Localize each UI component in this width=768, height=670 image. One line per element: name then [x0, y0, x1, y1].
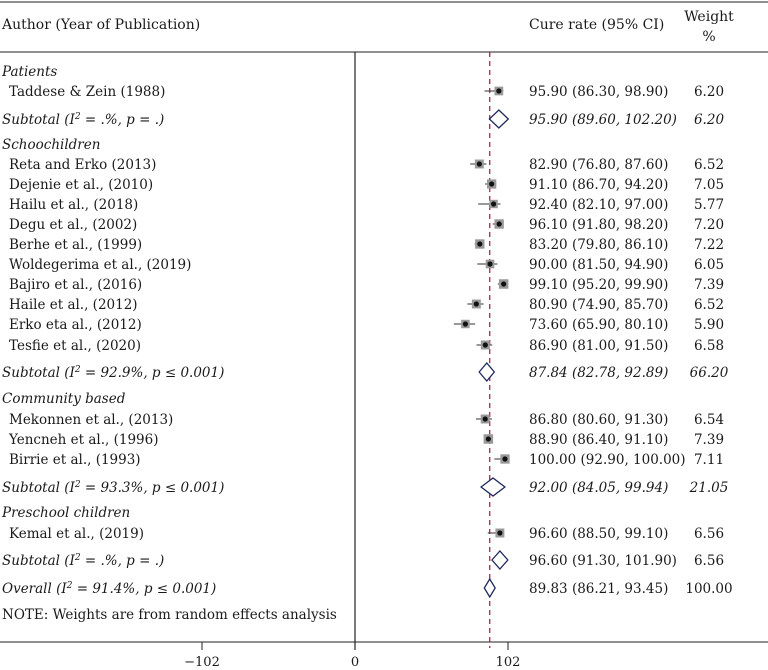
- subtotal-weight: 6.56: [693, 553, 725, 569]
- subtotal-label: Subtotal ($I^2$ = .%, p = .): [2, 112, 165, 128]
- study-point: [463, 321, 468, 326]
- group-label: Community based: [2, 391, 126, 407]
- study-weight: 6.54: [693, 412, 725, 428]
- study-label: Haile et al., (2012): [9, 297, 138, 313]
- study-ci-text: 96.60 (88.50, 99.10): [529, 526, 669, 542]
- subtotal-weight: 6.20: [693, 112, 725, 128]
- study-point: [491, 201, 496, 206]
- study-point: [486, 436, 491, 441]
- study-weight: 7.22: [693, 237, 725, 253]
- study-point: [502, 456, 507, 461]
- subtotal-ci-text: 96.60 (91.30, 101.90): [529, 553, 677, 569]
- x-tick-label: −102: [184, 655, 220, 670]
- study-label: Woldegerima et al., (2019): [9, 257, 192, 273]
- subtotal-diamond: [481, 478, 505, 496]
- subtotal-label: Subtotal ($I^2 = 93.3\%$, p ≤ 0.001): [2, 480, 225, 496]
- study-ci-text: 80.90 (74.90, 85.70): [529, 297, 669, 313]
- header-weight: Weight: [684, 9, 734, 25]
- study-label: Dejenie et al., (2010): [9, 177, 154, 193]
- study-label: Birrie et al., (1993): [9, 452, 141, 468]
- subtotal-ci-text: 92.00 (84.05, 99.94): [529, 480, 669, 496]
- study-weight: 7.05: [693, 177, 725, 193]
- study-ci-text: 96.10 (91.80, 98.20): [529, 217, 669, 233]
- study-label: Hailu et al., (2018): [9, 197, 139, 213]
- group-label: Preschool children: [2, 505, 131, 521]
- study-label: Degu et al., (2002): [9, 217, 138, 233]
- study-weight: 6.58: [693, 338, 725, 354]
- note: NOTE: Weights are from random effects analysis: [2, 607, 337, 623]
- study-weight: 5.77: [693, 197, 725, 213]
- subtotal-diamond: [479, 363, 494, 381]
- study-ci-text: 91.10 (86.70, 94.20): [529, 177, 669, 193]
- study-point: [483, 342, 488, 347]
- overall-weight: 100.00: [685, 581, 733, 597]
- header-weight-unit: %: [702, 29, 716, 45]
- study-point: [487, 261, 492, 266]
- study-label: Erko eta al., (2012): [9, 317, 142, 333]
- study-point: [496, 88, 501, 93]
- overall-label: Overall ($I^2 = 91.4\%$, p ≤ 0.001): [2, 581, 217, 597]
- study-label: Tesfie et al., (2020): [9, 338, 141, 354]
- study-ci-text: 95.90 (86.30, 98.90): [529, 84, 669, 100]
- study-point: [497, 221, 502, 226]
- study-ci-text: 92.40 (82.10, 97.00): [529, 197, 669, 213]
- subtotal-weight: 66.20: [689, 365, 729, 381]
- study-ci-text: 86.90 (81.00, 91.50): [529, 338, 669, 354]
- header-effect: Cure rate (95% CI): [529, 17, 665, 33]
- subtotal-diamond: [489, 110, 508, 128]
- study-ci-text: 86.80 (80.60, 91.30): [529, 412, 669, 428]
- study-point: [483, 416, 488, 421]
- study-point: [489, 181, 494, 186]
- subtotal-label: Subtotal ($I^2$ = .%, p = .): [2, 553, 165, 569]
- subtotal-diamond: [492, 551, 508, 569]
- study-ci-text: 83.20 (79.80, 86.10): [529, 237, 669, 253]
- study-label: Bajiro et al., (2016): [9, 277, 143, 293]
- study-label: Yencneh et al., (1996): [9, 432, 159, 448]
- group-label: Patients: [2, 64, 58, 80]
- study-weight: 6.05: [693, 257, 725, 273]
- study-label: Taddese & Zein (1988): [9, 84, 166, 100]
- study-point: [497, 530, 502, 535]
- x-tick-label: 102: [495, 655, 521, 670]
- study-label: Kemal et al., (2019): [9, 526, 145, 542]
- study-weight: 7.20: [693, 217, 725, 233]
- study-weight: 6.52: [693, 157, 725, 173]
- forest-rows: [1, 64, 733, 597]
- study-weight: 7.11: [693, 452, 725, 468]
- study-point: [474, 301, 479, 306]
- study-label: Reta and Erko (2013): [9, 157, 157, 173]
- study-ci-text: 100.00 (92.90, 100.00): [529, 452, 686, 468]
- study-label: Berhe et al., (1999): [9, 237, 143, 253]
- study-ci-text: 82.90 (76.80, 87.60): [529, 157, 669, 173]
- subtotal-label: Subtotal ($I^2 = 92.9\%$, p ≤ 0.001): [2, 365, 225, 381]
- study-ci-text: 90.00 (81.50, 94.90): [529, 257, 669, 273]
- overall-diamond: [484, 579, 495, 597]
- study-point: [501, 281, 506, 286]
- study-ci-text: 99.10 (95.20, 99.90): [529, 277, 669, 293]
- subtotal-ci-text: 87.84 (82.78, 92.89): [529, 365, 669, 381]
- x-tick-label: 0: [350, 655, 360, 670]
- subtotal-weight: 21.05: [689, 480, 729, 496]
- study-label: Mekonnen et al., (2013): [9, 412, 174, 428]
- study-weight: 7.39: [693, 277, 725, 293]
- study-point: [477, 161, 482, 166]
- group-label: Schoochildren: [2, 137, 101, 153]
- overall-ci-text: 89.83 (86.21, 93.45): [529, 581, 669, 597]
- study-point: [477, 241, 482, 246]
- study-ci-text: 88.90 (86.40, 91.10): [529, 432, 669, 448]
- study-ci-text: 73.60 (65.90, 80.10): [529, 317, 669, 333]
- subtotal-ci-text: 95.90 (89.60, 102.20): [529, 112, 677, 128]
- header-author: Author (Year of Publication): [2, 17, 201, 33]
- study-weight: 5.90: [693, 317, 725, 333]
- study-weight: 6.56: [693, 526, 725, 542]
- study-weight: 6.20: [693, 84, 725, 100]
- x-axis: [184, 642, 520, 670]
- study-weight: 7.39: [693, 432, 725, 448]
- study-weight: 6.52: [693, 297, 725, 313]
